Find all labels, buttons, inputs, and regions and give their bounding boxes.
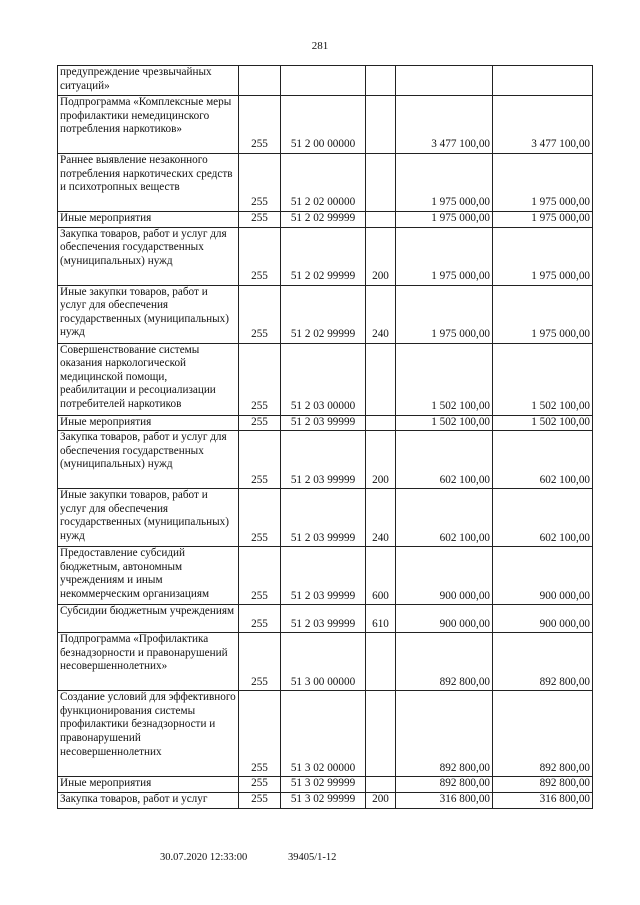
row-expense-type: 610: [366, 605, 396, 633]
table-row: [58, 227, 593, 285]
row-amount-1: 3 477 100,00: [396, 96, 493, 154]
row-amount-1: 892 800,00: [396, 633, 493, 691]
row-name: Субсидии бюджетным учреждениям: [58, 605, 239, 633]
row-code: 255: [239, 633, 281, 691]
row-amount-2: 1 975 000,00: [493, 212, 593, 228]
row-amount-2: 1 502 100,00: [493, 415, 593, 431]
row-amount-1: 316 800,00: [396, 792, 493, 808]
row-target-article: 51 3 00 00000: [281, 633, 366, 691]
table-row: [58, 547, 593, 605]
row-amount-1: 1 502 100,00: [396, 415, 493, 431]
row-amount-2: 602 100,00: [493, 489, 593, 547]
footer-doc-number: 39405/1-12: [288, 852, 337, 863]
row-amount-1: 1 975 000,00: [396, 285, 493, 343]
table-row: [58, 431, 593, 489]
page-number: 281: [311, 40, 329, 52]
row-amount-2: 892 800,00: [493, 691, 593, 777]
row-code: 255: [239, 792, 281, 808]
table-row: [58, 415, 593, 431]
row-amount-1: 1 975 000,00: [396, 154, 493, 212]
row-expense-type: [366, 212, 396, 228]
row-code: 255: [239, 489, 281, 547]
row-amount-1: 1 975 000,00: [396, 227, 493, 285]
row-target-article: 51 2 02 99999: [281, 285, 366, 343]
table-row: [58, 691, 593, 777]
row-expense-type: 600: [366, 547, 396, 605]
row-expense-type: 200: [366, 431, 396, 489]
row-amount-2: 892 800,00: [493, 633, 593, 691]
table-row: [58, 633, 593, 691]
row-amount-2: 316 800,00: [493, 792, 593, 808]
row-amount-2: 1 975 000,00: [493, 285, 593, 343]
row-expense-type: [366, 154, 396, 212]
row-expense-type: [366, 96, 396, 154]
row-expense-type: [366, 633, 396, 691]
table-row: [58, 777, 593, 793]
row-amount-1: 602 100,00: [396, 431, 493, 489]
row-expense-type: 240: [366, 285, 396, 343]
row-name: Закупка товаров, работ и услуг для обеспечения государственных (муниципальных) нужд: [58, 227, 239, 285]
row-amount-1: [396, 66, 493, 96]
table-row: [58, 66, 593, 96]
row-amount-2: 892 800,00: [493, 777, 593, 793]
table-row: [58, 212, 593, 228]
row-expense-type: [366, 691, 396, 777]
budget-table: [57, 65, 593, 809]
row-code: 255: [239, 777, 281, 793]
row-code: 255: [239, 431, 281, 489]
row-code: 255: [239, 154, 281, 212]
budget-table-body: [58, 66, 593, 809]
row-target-article: 51 3 02 00000: [281, 691, 366, 777]
row-expense-type: [366, 777, 396, 793]
row-name: Подпрограмма «Комплексные меры профилактики немедицинского потребления наркотиков»: [58, 96, 239, 154]
row-name: Предоставление субсидий бюджетным, автономным учреждениям и иным некоммерческим организациям: [58, 547, 239, 605]
row-code: 255: [239, 212, 281, 228]
row-name: Иные мероприятия: [58, 415, 239, 431]
row-expense-type: 240: [366, 489, 396, 547]
row-amount-1: 1 502 100,00: [396, 343, 493, 415]
table-row: [58, 343, 593, 415]
row-target-article: 51 2 03 00000: [281, 343, 366, 415]
row-amount-2: 900 000,00: [493, 605, 593, 633]
row-target-article: 51 2 03 99999: [281, 605, 366, 633]
row-target-article: 51 2 03 99999: [281, 547, 366, 605]
row-code: [239, 66, 281, 96]
row-name: предупреждение чрезвычайных ситуаций»: [58, 66, 239, 96]
row-amount-1: 602 100,00: [396, 489, 493, 547]
row-amount-1: 892 800,00: [396, 691, 493, 777]
row-name: Совершенствование системы оказания наркологической медицинской помощи, реабилитации и ресоциализации потребителей наркотиков: [58, 343, 239, 415]
row-name: Закупка товаров, работ и услуг для обеспечения государственных (муниципальных) нужд: [58, 431, 239, 489]
row-name: Закупка товаров, работ и услуг: [58, 792, 239, 808]
row-amount-2: 900 000,00: [493, 547, 593, 605]
row-name: Раннее выявление незаконного потребления наркотических средств и психотропных веществ: [58, 154, 239, 212]
row-code: 255: [239, 547, 281, 605]
row-target-article: 51 3 02 99999: [281, 792, 366, 808]
row-amount-2: 1 502 100,00: [493, 343, 593, 415]
table-row: [58, 285, 593, 343]
row-name: Создание условий для эффективного функционирования системы профилактики безнадзорности и правонарушений несовершеннолетних: [58, 691, 239, 777]
row-code: 255: [239, 415, 281, 431]
row-amount-2: 1 975 000,00: [493, 154, 593, 212]
row-amount-2: 1 975 000,00: [493, 227, 593, 285]
table-row: [58, 489, 593, 547]
row-expense-type: [366, 415, 396, 431]
row-target-article: [281, 66, 366, 96]
row-amount-1: 892 800,00: [396, 777, 493, 793]
row-code: 255: [239, 285, 281, 343]
row-expense-type: 200: [366, 792, 396, 808]
row-code: 255: [239, 227, 281, 285]
row-code: 255: [239, 605, 281, 633]
table-row: [58, 154, 593, 212]
row-code: 255: [239, 96, 281, 154]
row-amount-2: [493, 66, 593, 96]
row-target-article: 51 3 02 99999: [281, 777, 366, 793]
row-amount-1: 900 000,00: [396, 605, 493, 633]
row-expense-type: 200: [366, 227, 396, 285]
row-target-article: 51 2 02 99999: [281, 227, 366, 285]
row-name: Иные мероприятия: [58, 777, 239, 793]
row-expense-type: [366, 343, 396, 415]
row-target-article: 51 2 00 00000: [281, 96, 366, 154]
row-name: Иные мероприятия: [58, 212, 239, 228]
row-amount-1: 1 975 000,00: [396, 212, 493, 228]
row-name: Подпрограмма «Профилактика безнадзорности и правонарушений несовершеннолетних»: [58, 633, 239, 691]
table-row: [58, 792, 593, 808]
row-code: 255: [239, 343, 281, 415]
row-target-article: 51 2 03 99999: [281, 431, 366, 489]
row-name: Иные закупки товаров, работ и услуг для обеспечения государственных (муниципальных) нужд: [58, 285, 239, 343]
row-code: 255: [239, 691, 281, 777]
row-name: Иные закупки товаров, работ и услуг для обеспечения государственных (муниципальных) нужд: [58, 489, 239, 547]
row-amount-2: 602 100,00: [493, 431, 593, 489]
row-target-article: 51 2 02 00000: [281, 154, 366, 212]
row-target-article: 51 2 02 99999: [281, 212, 366, 228]
row-amount-1: 900 000,00: [396, 547, 493, 605]
footer-datetime: 30.07.2020 12:33:00: [160, 852, 248, 863]
row-expense-type: [366, 66, 396, 96]
row-target-article: 51 2 03 99999: [281, 489, 366, 547]
row-amount-2: 3 477 100,00: [493, 96, 593, 154]
table-row: [58, 605, 593, 633]
table-row: [58, 96, 593, 154]
row-target-article: 51 2 03 99999: [281, 415, 366, 431]
